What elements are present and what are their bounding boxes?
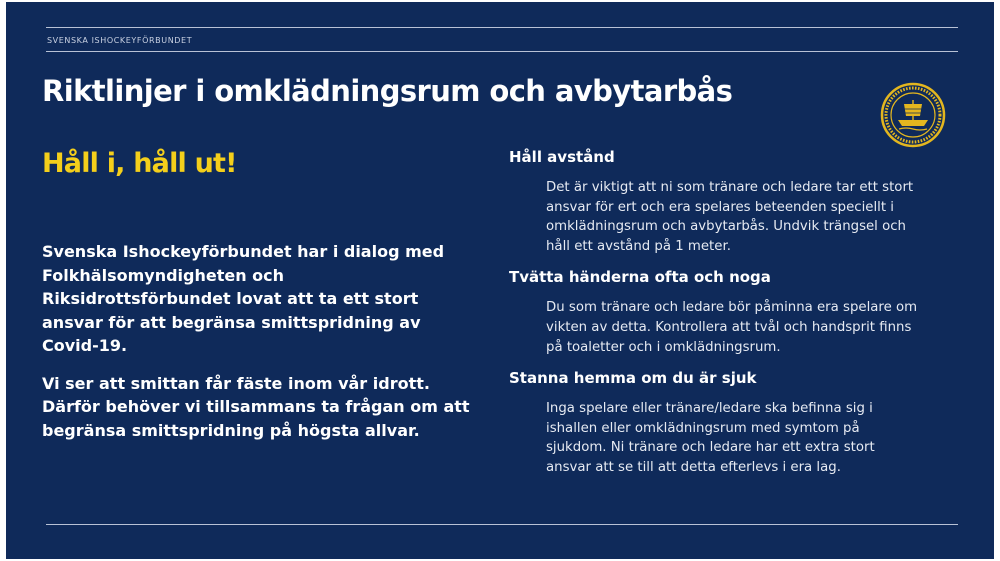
guidelines-list (509, 147, 959, 489)
slogan: Håll i, håll ut! (42, 148, 237, 179)
text-line: omklädningsrum och avbytarbås. Undvik trängsel och (546, 219, 906, 235)
text-line: ishallen eller omklädningsrum med symtom på (546, 420, 860, 436)
federation-seal-icon (880, 82, 946, 148)
text-line: på toaletter och i omklädningsrum. (546, 339, 781, 355)
text-line: vikten av detta. Kontrollera att tvål och handsprit finns (546, 319, 912, 335)
section-heading: Håll avstånd (509, 148, 615, 166)
text-line: Inga spelare eller tränare/ledare ska befinna sig i (546, 401, 873, 417)
info-card (6, 2, 994, 559)
page-title: Riktlinjer i omklädningsrum och avbytarbås (42, 74, 733, 108)
section-heading: Stanna hemma om du är sjuk (509, 369, 757, 388)
bottom-divider (46, 524, 958, 525)
intro-paragraph: Vi ser att smittan får fäste inom vår idrott. Därför behöver vi tillsammans ta frågan om att begränsa smittspridning på högsta allvar. (42, 373, 470, 440)
text-line: sjukdom. Ni tränare och ledare har ett extra stort (546, 440, 875, 456)
intro-paragraph: Svenska Ishockeyförbundet har i dialog med Folkhälsomyndigheten och Riksidrottsförbundet lovat att ta ett stort ansvar för att begränsa smittspridning av Covid-19. (42, 242, 445, 355)
intro-text (42, 240, 472, 456)
section-heading: Tvätta händerna ofta och noga (509, 268, 771, 287)
text-line: Det är viktigt att ni som tränare och ledare tar ett stort (546, 180, 914, 195)
header-divider (46, 51, 958, 52)
section-body (546, 178, 959, 256)
text-line: ansvar för ert och era spelares beteenden speciellt i (546, 199, 894, 215)
guideline-stay-home (509, 368, 959, 477)
text-line: Du som tränare och ledare bör påminna era spelare om (546, 300, 918, 316)
organization-label: SVENSKA ISHOCKEYFÖRBUNDET (47, 36, 193, 45)
text-line: ansvar att se till att detta efterlevs i era lag. (546, 459, 841, 475)
section-body (546, 298, 959, 357)
top-divider (46, 27, 958, 28)
section-body (546, 399, 959, 477)
text-line: håll ett avstånd på 1 meter. (546, 238, 731, 254)
guideline-wash-hands (509, 267, 959, 357)
guideline-keep-distance (509, 147, 959, 256)
